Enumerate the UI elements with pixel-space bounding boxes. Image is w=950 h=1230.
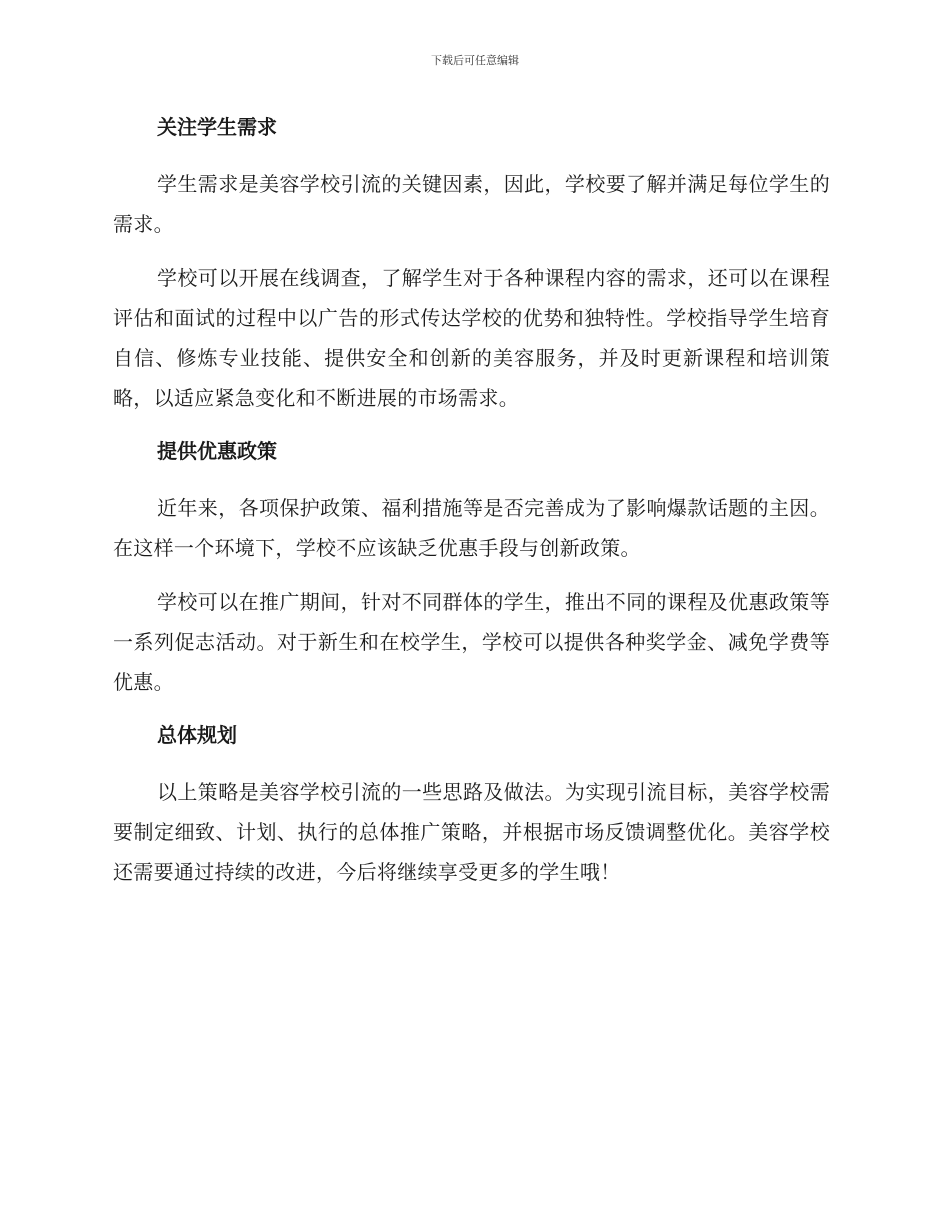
section-student-needs [113, 112, 830, 418]
paragraph: 以上策略是美容学校引流的一些思路及做法。为实现引流目标，美容学校需要制定细致、计划、执行的总体推广策略，并根据市场反馈调整优化。美容学校还需要通过持续的改进，今后将继续享受更多的学生哦！ [113, 780, 830, 884]
paragraph: 近年来，各项保护政策、福利措施等是否完善成为了影响爆款话题的主因。在这样一个环境下，学校不应该缺乏优惠手段与创新政策。 [113, 496, 830, 560]
section-heading: 提供优惠政策 [157, 439, 277, 463]
paragraph: 学生需求是美容学校引流的关键因素，因此，学校要了解并满足每位学生的需求。 [113, 172, 830, 236]
section-heading: 关注学生需求 [157, 115, 277, 139]
section-discount-policy [113, 436, 830, 702]
paragraph: 学校可以开展在线调查，了解学生对于各种课程内容的需求，还可以在课程评估和面试的过程中以广告的形式传达学校的优势和独特性。学校指导学生培育自信、修炼专业技能、提供安全和创新的美容服务，并及时更新课程和培训策略，以适应紧急变化和不断进展的市场需求。 [113, 266, 830, 410]
document-body [113, 112, 830, 910]
paragraph: 学校可以在推广期间，针对不同群体的学生，推出不同的课程及优惠政策等一系列促志活动。对于新生和在校学生，学校可以提供各种奖学金、减免学费等优惠。 [113, 590, 830, 694]
section-heading: 总体规划 [157, 723, 237, 747]
page-header-note: 下载后可任意编辑 [431, 54, 519, 67]
section-overall-plan [113, 720, 830, 892]
